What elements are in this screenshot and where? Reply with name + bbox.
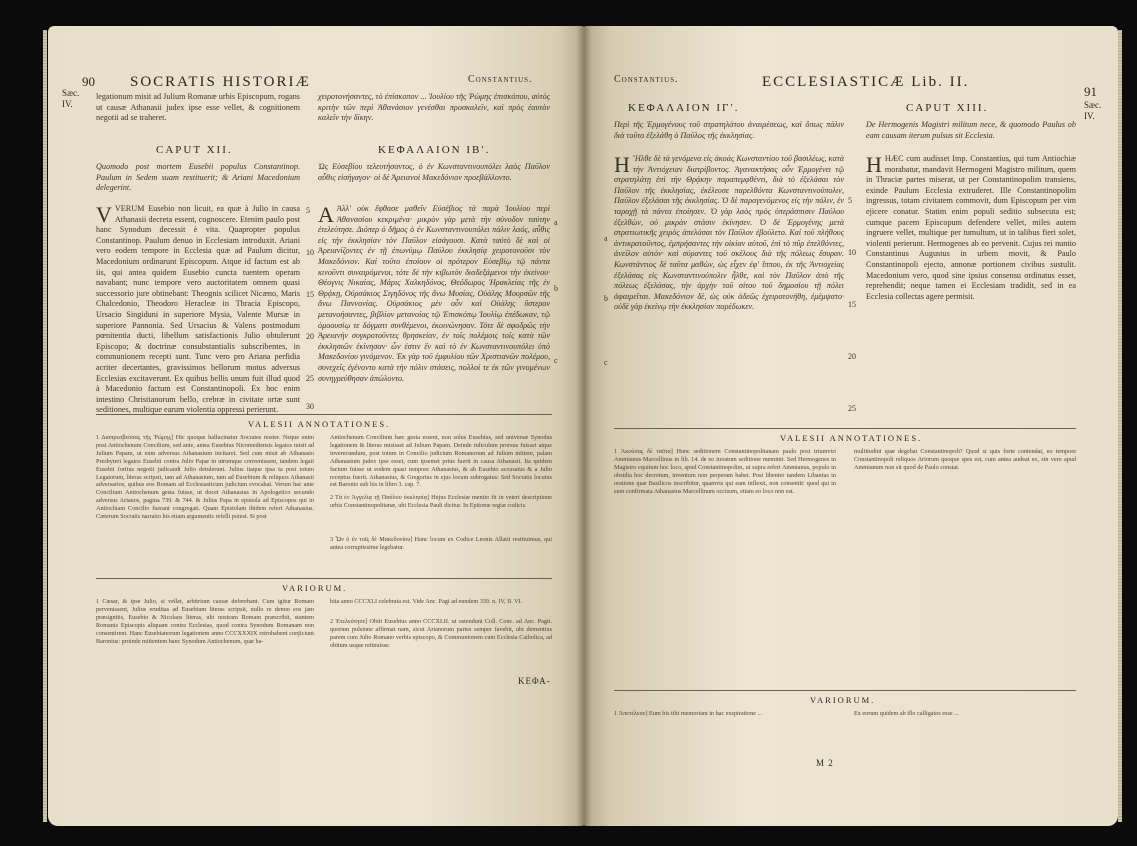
line-number: 20 (306, 332, 314, 341)
line-number: 5 (848, 196, 852, 205)
note-marker: c (554, 356, 558, 365)
annotations-column-2: multitudini quæ degebat Constantinopoli? Quod si quis forte contendat, eo tempore Constantinopoli reliquos Ariorum quoque spes est, cum antea audeat eo, sin vero apud Ammianum non sit quod de Paulo constat. (854, 448, 1076, 471)
variorum-title: VARIORUM. (282, 583, 348, 593)
running-subject: Constantius. (468, 74, 533, 85)
line-number: 20 (848, 352, 856, 361)
page-number: 90 (82, 74, 95, 89)
running-subject: Constantius. (614, 74, 679, 85)
greek-body: A Ἀλλ' οὐκ ἔφθασε μαθεῖν Εὐσέβιος τὰ παρὰ Ἰουλίου περὶ Ἀθανασίου κεκριμένα· μικρὸν γὰρ μετὰ τὴν σύνοδον ταύτην ἐτελεύτησε. Διόπερ ὁ δῆμος ὁ ἐν Κωνσταντινουπόλει πάλιν λαός, αὖθις εἰς τὴν ἐκκλησίαν τὸν Παῦλον εἰσάγουσι. Κατὰ ταὐτὸ δὲ καὶ οἱ Ἀρειανίζοντες ἐν τῇ ἐπωνύμῳ Παύλου ἐκκλησίᾳ χειροτονοῦσι τὸν Μακεδόνιον. Καὶ τοῦτο ἐποίουν οἱ πρότερον Εὐσεβίῳ τῷ πάντα κινοῦντι συναιρόμενοι, τότε δὲ τὴν κιβωτὸν διαδεξάμενοι τὴν ἐκείνου· Θέογνις Νικαίας, Μάρις Χαλκηδόνος, Θεόδωρος Ἡρακλείας τῆς ἐν Θρᾴκῃ, Οὐρσάκιος Σιγηδόνος τῆς ἄνω Μυσίας, Οὐάλης Μουρσῶν τῆς ἄνω Παννονίας. Οὐρσάκιος μὲν οὖν καὶ Οὐάλης ὕστερον μετανοήσαντες, βιβλίον μετανοίας τῷ Ἐπισκόπῳ Ἰουλίῳ ἐπέδωκαν, τῷ ὁμοουσίῳ τε δόγματι συνθέμενοι, ἐκοινώνησαν. Τότε δὲ σφοδρῶς τὴν Ἀρειανὴν συγκροτοῦντες θρησκείαν, ἐν τοῖς πολέμοις τοῖς κατὰ τῶν ἐκκλησιῶν ἐκίνησαν· ὧν ἐστιν ἕν καὶ τὸ ἐν Κωνσταντινουπόλει ὑπὸ Μακεδονίου γινόμενον. Ἐκ γὰρ τοῦ ἐμφυλίου τῶν Χριστιανῶν πολέμου, συνεχεῖς ἐγένοντο κατὰ τὴν πόλιν στάσεις, πολλοί τε ἐκ τῶν γινομένων συνηγρεύθησαν ἀπώλοντο. (318, 202, 550, 383)
chapter-title-latin: CAPUT XII. (156, 144, 233, 156)
line-number: 15 (848, 300, 856, 309)
variorum-column-2: bita anno CCCXLI celebrata est. Vide Anc. Pagi ad eundem 339. n. IV, II. VI. (330, 598, 523, 605)
variorum-note-2: 2 Ἐτελεύτησε] Obiit Eusebius anno CCCXLII. ut ostendunt Coll. Conc. ad Anc. Pagii. quorum pulsione affirmat nam, sicut Arianorum partes semper favebit, ubi dementius parem cum Julio Romano verbis episcopo, & Communionem cum Ecclesia Catholica, ad obitum usque retinuisse. (330, 618, 552, 649)
latin-body: HHÆC cum audisset Imp. Constantius, qui tum Antiochiæ morabatur, mandavit Hermogeni Magistro militum, quem in Thraciæ partes miserat, ut per Constantinopolim transiens, exinde Paulum Ecclesia extruderet. Ille Constantinopolim ingressus, totam civitatem commovit, dum Episcopum per vim ejicere conatur. Statim enim populi seditio subsecuta est; cumque pacem Episcopum defendere vellet, miles autem ingruere vellet, multique per tumultum, ut in talibus fieri solet, violenti perierunt. Hermogenes ab eo pervenit. Cujus rei nuntio Constantinus Augustus in urbem movit, & Paulo Constantinopoli ejecto, annonæ portionem civibus sustulit. Macedonium vero, quod sine ipsius consensu ordinatus esset, reprehendit; neque tamen ei Ecclesiam tradidit, sed in ea Ecclesia collectas agere permisit. (866, 152, 1076, 301)
greek-intro: χειροτονήσαντες, τὸ ἐπίσκοπον ... Ἰουλίου τῆς Ῥώμης ἐπισκόπου, αὐτὸς κριτὴν τῶν περὶ Ἀθανάσιον γενέσθαι προσκαλεῖν, καὶ πρὸς ἑαυτὸν καλεῖν τὴν δίκην. (318, 92, 550, 123)
variorum-column-1: 1 Ἀπετέλεσε] Eum bis tibi memoriam in hac exspiratione ... (614, 710, 763, 717)
line-number: 25 (848, 404, 856, 413)
variorum-title: VARIORUM. (810, 695, 876, 705)
latin-intro: legationum misit ad Julium Romanæ urbis Episcopum, rogans ut causæ Athanasii judex ipse esse vellet, & cognitionem negotii ad se traheret. (96, 92, 300, 123)
line-number: 30 (306, 402, 314, 411)
latin-body: VVERUM Eusebio non licuit, ea quæ à Julio in causa Athanasii decreta essent, cognoscere. Etenim paulo post hanc Synodum decessit è vita. Quapropter populus Constantinop. Paulum denuo in Ecclesiam introduxit. Ariani vero eodem tempore in Ecclesia quæ ad Paulum dicitur, Macedonium ordinarunt Episcopum. Atque id factum est ab iis, qui antea quidem Eusebio cuncta tuentem operam navabant; nunc tempore vero auctoritatem omnem quasi successorio jure obtinebant: Theognis scilicet Nicæno, Maris Chalcedonio, Theodoro Heracleæ in Thracia Episcopo, Ursacio Singiduni in superiore Mysia, Valente Mursæ in superiore Pannonia. Sed Ursacius & Valens postmodum pœnitentia ducti, libellum satisfactionis Julio obtulerunt Episcopo; & doctrinæ consubstantialis subscribentes, in communionem recepti sunt. Tunc vero pro Ariana perfidia acriter decertantes, gravissimos bellorum motus adversus Ecclesias excitaverunt. Ex quibus bellis unum fuit illud quod à Macedonio factum est Constantinopoli. Ex hoc enim intestino Christianorum bello, crebræ in civitate ortæ sunt seditiones, multique earum violentia oppressi perierunt. (96, 202, 300, 415)
chapter-title-greek: ΚΕΦΑΛΑΙΟΝ ΙΓʹ. (628, 102, 740, 114)
note-marker: c (604, 358, 608, 367)
catchword: ΚΕΦΑ- (518, 676, 551, 686)
right-page (584, 26, 1118, 826)
running-title: SOCRATIS HISTORIÆ (130, 74, 311, 90)
chapter-summary-greek: Περὶ τῆς Ἑρμογένους τοῦ στρατηλάτου ἀναιρέσεως, καὶ ὅπως πάλιν διὰ τοῦτο ἐξελάθη ὁ Παῦλος τῆς ἐκκλησίας. (614, 120, 844, 140)
annotation-note-3: 3 Ὧν ὁ ἐν τοῖς δὲ Μακεδονίου] Hanc locum ex Codice Leonis Allatii restituimus, qui antea corruptissime legebatur. (330, 536, 552, 551)
chapter-summary-greek: Ὡς Εὐσεβίου τελευτήσαντος, ὁ ἐν Κωνσταντινουπόλει λαὸς Παῦλον αὖθις εἰσήγαγον· οἱ δὲ Ἀρειανοὶ Μακεδόνιον προεβάλλοντο. (318, 162, 550, 182)
line-number: 10 (306, 248, 314, 257)
century-note: Sæc. IV. (62, 88, 80, 109)
book-gutter (576, 26, 592, 826)
line-number: 10 (848, 248, 856, 257)
line-number: 5 (306, 206, 310, 215)
variorum-column-2: Ex eorum quidem ab illo calligatos esse ... (854, 710, 959, 717)
open-book (10, 8, 1128, 838)
variorum-column-1: 1 Cæsar, & ipse Julio, si vellet, arbitrium causæ deferebant. Cum igitur Romam pervenissent, Julius eruditas ad Eusebium literas scripsit, nullo re denuo eos jam præsignitis, Eusebio & Nicolaos literas, ubi nostram Romam præscribit, stantem Romanis Episcopis aliquam contra Ecclesias, quod contra Synodum Romanam non consentirent. Hanc Eusebianorum legationem anno CCCXXXIX retrohabent conjiciunt Baronius: proinde mittentem hanc Synodum Antiochenum, quæ ha- (96, 598, 314, 645)
notes-title: VALESII ANNOTATIONES. (248, 419, 391, 429)
page-number: 91 (1084, 84, 1097, 99)
left-page-edges (43, 30, 47, 822)
running-title: ECCLESIASTICÆ Lib. II. (762, 74, 970, 90)
note-marker: a (604, 234, 608, 243)
chapter-title-latin: CAPUT XIII. (906, 102, 989, 114)
divider (614, 428, 1076, 429)
right-page-edges (1118, 30, 1122, 822)
note-marker: b (604, 294, 608, 303)
annotations-column-2: Antiochenum Concilium hæc gesta essent, non solus Eusebius, sed universæ Synodus legationem & literas misisset ad Julium Papam. Deinde ridiculum prorsus fuisset atque inverecundum, post totum in Concilio judicium Romanorum ad Julium mittere, palam Athanasium judex ipse esset, cum ipsemet prius fuerit in causa Athanasii. Ita quidem factum fuisse ut eodem quasi tempore Athanasius, & ab Eusebio accusatus & a Julio receptus fuerit. Athanasius, & Gregorius in ejus locum subrogatus: Sed Socratis locutus est Baronio sub his in libro 3. cap. 7. (330, 434, 552, 489)
note-marker: a (554, 218, 558, 227)
greek-body: H Ἤλθε δὲ τὰ γενόμενα εἰς ἀκοὰς Κωνσταντίου τοῦ βασιλέως, κατὰ τὴν Ἀντιόχειαν διατρίβοντος. Ἀγανακτήσας οὖν Ἑρμογένει τῷ στρατηλάτῃ ἐπὶ τὴν Θρᾴκην παραπεμφθέντι, διὰ τὸ ἐξελάσαι τὸν Παῦλον τῆς ἐκκλησίας, ἐκέλευσε παρελθόντα Κωνσταντινούπολιν, Παῦλον ἐξελάσαι τῆς ἐκκλησίας. Ὁ δὲ παραγενόμενος εἰς τὴν πόλιν, ἐν ταραχῇ τὰ πάντα ἐποίησεν. Ὁ γὰρ λαὸς πρὸς ὑπεράσπισιν Παύλου ἐξελθὼν, οὐ μικρὰν στάσιν ἐκίνησεν. Ὁ δὲ Ἑρμογένης μετὰ στρατιωτικῆς χειρὸς ἀπελάσαι τὸν Παῦλον ἐβούλετο. Καὶ τοῦ πλήθους ἀντικρατοῦντος, ἐμπρήσαντες τὴν οἰκίαν αὐτοῦ, ἐπὶ τὸ πῦρ ἐπελθόντες, ἀνεῖλον αὐτόν· καὶ σύραντες τοῦ σκέλους διὰ τῆς πόλεως ἔσυραν. Κωνστάντιος δὲ ταῦτα μαθὼν, ὡς εἶχεν ἐφ' ἵππου, ἐκ τῆς Ἀντιοχείας ἐξελάσας εἰς Κωνσταντινούπολιν ἦλθε, καὶ τὸν Παῦλον ἀπὸ τῆς πόλεως ἐξελάσας, τὴν ἀρχὴν τοῦ σίτου τοῦ δημοσίου τῇ πόλει ἀφαιρεῖται. Μακεδόνιον δὲ, ὡς οὐκ ἀδεῶς ἐχειροτονήθη, ἐμέμψατο· οὐδὲ γὰρ ἐκείνῳ τὴν ἐκκλησίαν παρέδωκεν. (614, 152, 844, 312)
divider (614, 690, 1076, 691)
line-number: 15 (306, 290, 314, 299)
divider (96, 578, 552, 579)
chapter-title-greek: ΚΕΦΑΛΑΙΟΝ ΙΒʹ. (378, 144, 491, 156)
line-number: 25 (306, 374, 314, 383)
chapter-summary-latin: De Hermogenis Magistri militum nece, & quomodo Paulus ob eam causam iterum pulsus sit Ecclesia. (866, 120, 1076, 140)
divider (96, 414, 552, 415)
annotations-column-1: 1 Διαπρεσβεύσας τῆς Ῥώμης] Hic quoque hallucinatur Socrates noster. Neque enim post Antiochenum Concilium, sed ante, antea Eusebius Nicomediensis legatos misit ad Julium Papam, ut eum adversus Athanasium incitaret. Sed cum misit ab Athanasio Presbyteri legatos Eusebii contra Julio Papæ in utrumque convenissent, tandem legati Eusebii fortius negotii judicandi Julio detulerunt. Julius itaque ipsa ta post totum Legatorum, literas scripsit, tam ad Athanasium, tum ad Eusebium & reliquos Athanasii adversarios, quibus eos Romam ad Ecclesiasticum judicium evocabat. Verum hac ante Concilium Antiochenum gesta fuisse, ut docet Athanasius in Apologetico secundo adversus Arianos, pagina 739. & 744. & Julius Papa in epistola ad Episcopos qui in Antiochiam Concilio fuerant congregati. Quam Epistolam ibidem refert Athanasius. Cæterum Socratis narratio his etiam argumentis refelli potest. Si post (96, 434, 314, 521)
chapter-summary-latin: Quomodo post mortem Eusebii populus Constantinop. Paulum in Sedem suam restituerit; & Ariani Macedonium delegerint. (96, 162, 300, 193)
left-page (48, 26, 584, 826)
annotations-column-1: 1 Ἀκούσας δὲ ταῦτα] Hunc seditionem Constantinopolitanam paulo post triumviri Ammianus Marcellinus in lib. 14. de eo iteratum seditione meminit. Sed Hermogenes in Magistro equitum hoc loco, apud Constantinopolim, ut supra refert Ammianus, populo in obsidia hoc decretum, inventum non perperam habet. Post libenter tandem Libanius in oratione quæ Basilicos inscribitur, quamvis qui eam inflexit, non consentit: quod qui in eam confirmata Athanasius Marcellinum occisum, etiam eo loco non est. (614, 448, 836, 495)
century-note: Sæc. IV. (1084, 100, 1102, 121)
note-marker: b (554, 284, 558, 293)
annotation-note-2: 2 Τὰ ἐν Ἀγγελίᾳ τῇ Παύλου ἐκκλησίᾳ] Hujus Ecclesiæ mentio fit in veteri descriptione urbis Constantinopolitanæ, ubi Ecclesia Pauli dicitur. In Epitome regiæ codicis. (330, 494, 552, 509)
notes-title: VALESII ANNOTATIONES. (780, 433, 923, 443)
signature-mark: M 2 (816, 758, 834, 768)
